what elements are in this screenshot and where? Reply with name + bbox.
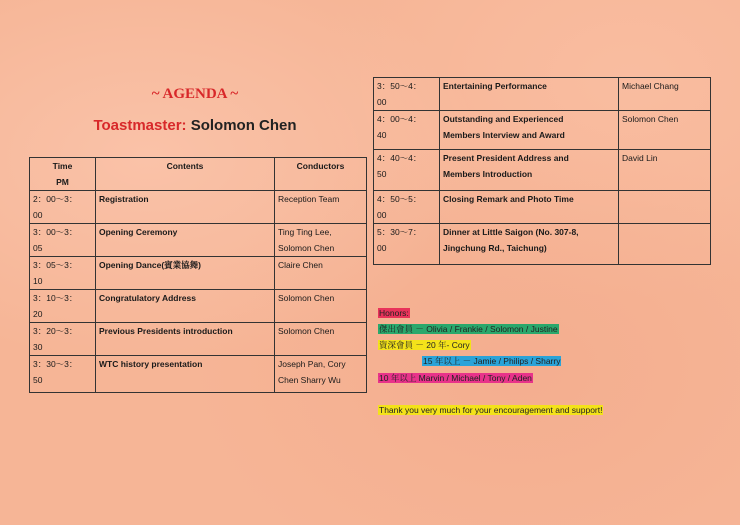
conductor-cell: Michael Chang: [619, 78, 711, 111]
agenda-table-left: [29, 157, 367, 393]
conductor-cell: Reception Team: [275, 191, 367, 224]
content-cell: Present President Address and Members Introduction: [440, 150, 619, 191]
conductor-cell: Joseph Pan, Cory Chen Sharry Wu: [275, 356, 367, 393]
time-cell: 4：40～4： 50: [374, 150, 440, 191]
toastmaster-name: Solomon Chen: [190, 117, 297, 134]
conductors-header: Conductors: [275, 158, 367, 191]
content-cell: Opening Ceremony: [96, 224, 275, 257]
time-cell: 3：30～3： 50: [30, 356, 96, 393]
conductor-cell: Claire Chen: [275, 257, 367, 290]
contents-header: Contents: [96, 158, 275, 191]
conductor-cell: [619, 191, 711, 224]
time-cell: 3：10～3： 20: [30, 290, 96, 323]
honors-label: Honors:: [379, 308, 409, 318]
content-cell: Outstanding and Experienced Members Interview and Award: [440, 111, 619, 150]
table-row: [30, 257, 367, 290]
content-cell: Congratulatory Address: [96, 290, 275, 323]
content-cell: WTC history presentation: [96, 356, 275, 393]
content-cell: Opening Dance(賓業協舞): [96, 257, 275, 290]
content-cell: Closing Remark and Photo Time: [440, 191, 619, 224]
table-row: [30, 224, 367, 257]
time-cell: 3：00～3： 05: [30, 224, 96, 257]
content-cell: Previous Presidents introduction: [96, 323, 275, 356]
conductor-cell: Solomon Chen: [275, 323, 367, 356]
table-row: [374, 150, 711, 191]
time-cell: 2：00～3： 00: [30, 191, 96, 224]
table-row: [30, 356, 367, 393]
table-row: [30, 323, 367, 356]
table-header-row: [30, 158, 367, 191]
time-header: Time PM: [30, 158, 96, 191]
honors-line-10-years: 10 年以上 Marvin / Michael / Tony / Aden: [379, 373, 532, 383]
conductor-cell: Solomon Chen: [275, 290, 367, 323]
content-cell: Registration: [96, 191, 275, 224]
thanks-message: Thank you very much for your encouragement and support!: [379, 405, 603, 415]
conductor-cell: David Lin: [619, 150, 711, 191]
agenda-table-right: [373, 77, 711, 265]
toastmaster-line: [60, 117, 330, 134]
conductor-cell: Solomon Chen: [619, 111, 711, 150]
time-cell: 3：50～4： 00: [374, 78, 440, 111]
honors-line-15-years: 15 年以上 － Jamie / Philips / Sharry: [423, 356, 561, 366]
table-row: [374, 191, 711, 224]
time-cell: 3：20～3： 30: [30, 323, 96, 356]
honors-line-senior: 資深會員 － 20 年- Cory: [379, 340, 470, 350]
table-row: [30, 290, 367, 323]
agenda-title: ~ AGENDA ~: [151, 86, 239, 102]
table-row: [374, 111, 711, 150]
content-cell: Dinner at Little Saigon (No. 307-8, Jingchung Rd., Taichung): [440, 224, 619, 265]
table-row: [374, 78, 711, 111]
time-cell: 5：30～7： 00: [374, 224, 440, 265]
time-cell: 3：05～3： 10: [30, 257, 96, 290]
table-row: [374, 224, 711, 265]
toastmaster-label: Toastmaster:: [93, 117, 187, 134]
time-cell: 4：00～4： 40: [374, 111, 440, 150]
time-cell: 4：50～5： 00: [374, 191, 440, 224]
conductor-cell: Ting Ting Lee, Solomon Chen: [275, 224, 367, 257]
content-cell: Entertaining Performance: [440, 78, 619, 111]
conductor-cell: [619, 224, 711, 265]
honors-line-outstanding: 傑出會員 － Olivia / Frankie / Solomon / Justine: [379, 324, 558, 334]
table-row: [30, 191, 367, 224]
